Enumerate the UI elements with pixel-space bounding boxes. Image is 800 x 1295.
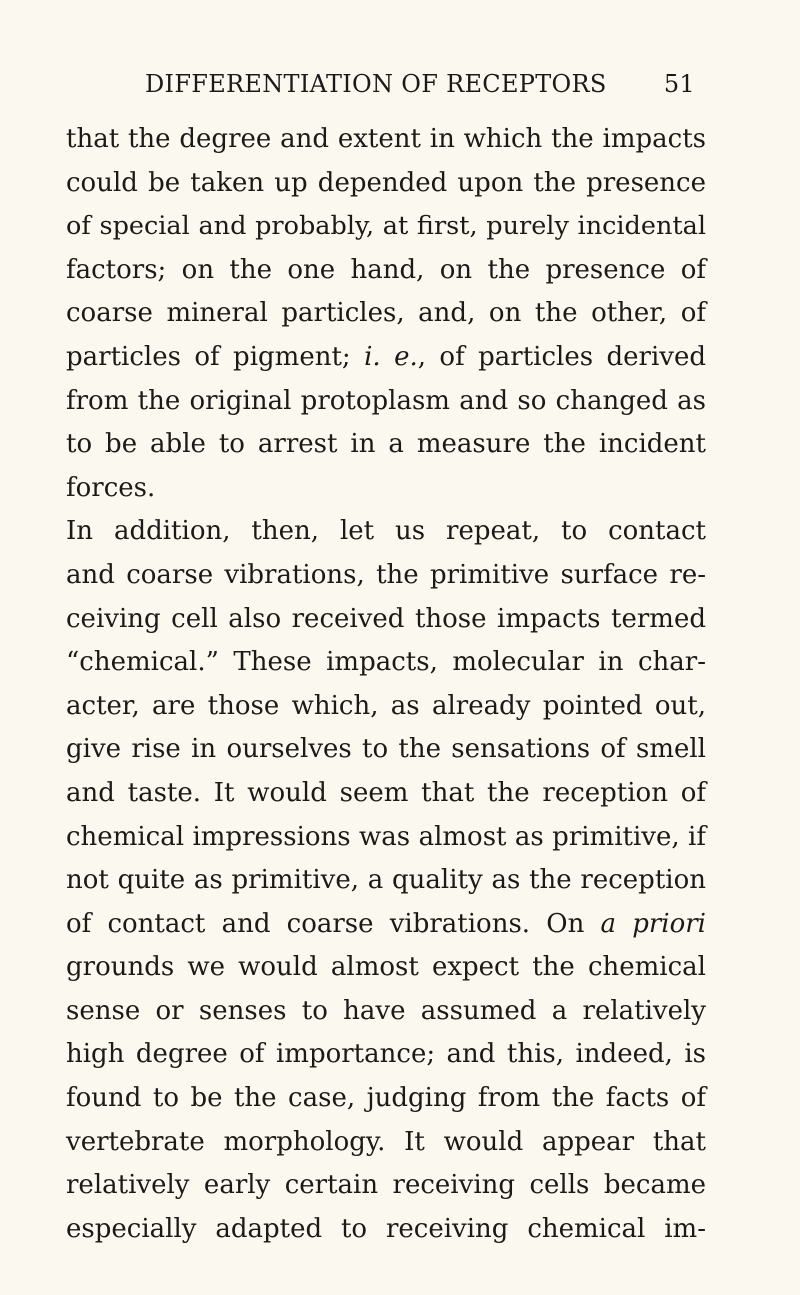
text-line: give rise in ourselves to the sensations of smell <box>66 734 706 765</box>
text-line: not quite as primitive, a quality as the reception <box>66 865 706 896</box>
text-line: especially adapted to receiving chemical im- <box>66 1213 706 1244</box>
text-line: acter, are those which, as already pointed out, <box>66 690 706 721</box>
text-line: “chemical.” These impacts, molecular in char- <box>66 647 706 678</box>
text-line: and taste. It would seem that the reception of <box>66 777 706 808</box>
text-line: chemical impressions was almost as primitive, if <box>66 821 706 852</box>
text-segment: , of particles derived <box>417 341 706 372</box>
page-number: 51 <box>663 70 695 98</box>
italic-ie: i. e. <box>364 341 418 372</box>
text-line: that the degree and extent in which the impacts <box>66 124 706 154</box>
text-line: of special and probably, at first, purely incidental <box>66 211 706 242</box>
text-line: forces. <box>66 472 156 503</box>
text-line: grounds we would almost expect the chemical <box>66 952 706 983</box>
body-text <box>66 118 706 1251</box>
text-line <box>66 336 706 380</box>
text-line: could be taken up depended upon the presence <box>66 167 706 198</box>
text-line: factors; on the one hand, on the presence of <box>66 254 706 285</box>
text-line: sense or senses to have assumed a relatively <box>66 995 706 1026</box>
text-line: found to be the case, judging from the facts of <box>66 1083 706 1114</box>
text-line: from the original protoplasm and so changed as <box>66 385 706 416</box>
italic-a-priori: a priori <box>600 908 706 939</box>
text-line: coarse mineral particles, and, on the other, of <box>66 298 706 329</box>
text-line: vertebrate morphology. It would appear that <box>66 1126 706 1157</box>
text-line: high degree of importance; and this, indeed, is <box>66 1039 706 1070</box>
text-line: relatively early certain receiving cells became <box>66 1170 706 1201</box>
running-title: DIFFERENTIATION OF RECEPTORS <box>145 70 607 98</box>
running-head <box>145 64 695 104</box>
text-segment: particles of pigment; <box>66 341 365 372</box>
text-line: and coarse vibrations, the primitive surface re- <box>66 559 706 590</box>
text-line <box>66 903 706 947</box>
text-line: ceiving cell also received those impacts termed <box>66 603 706 634</box>
paragraph-first-line: In addition, then, let us repeat, to contact <box>66 516 706 547</box>
text-segment: of contact and coarse vibrations. On <box>66 908 601 939</box>
text-line: to be able to arrest in a measure the incident <box>66 429 706 460</box>
